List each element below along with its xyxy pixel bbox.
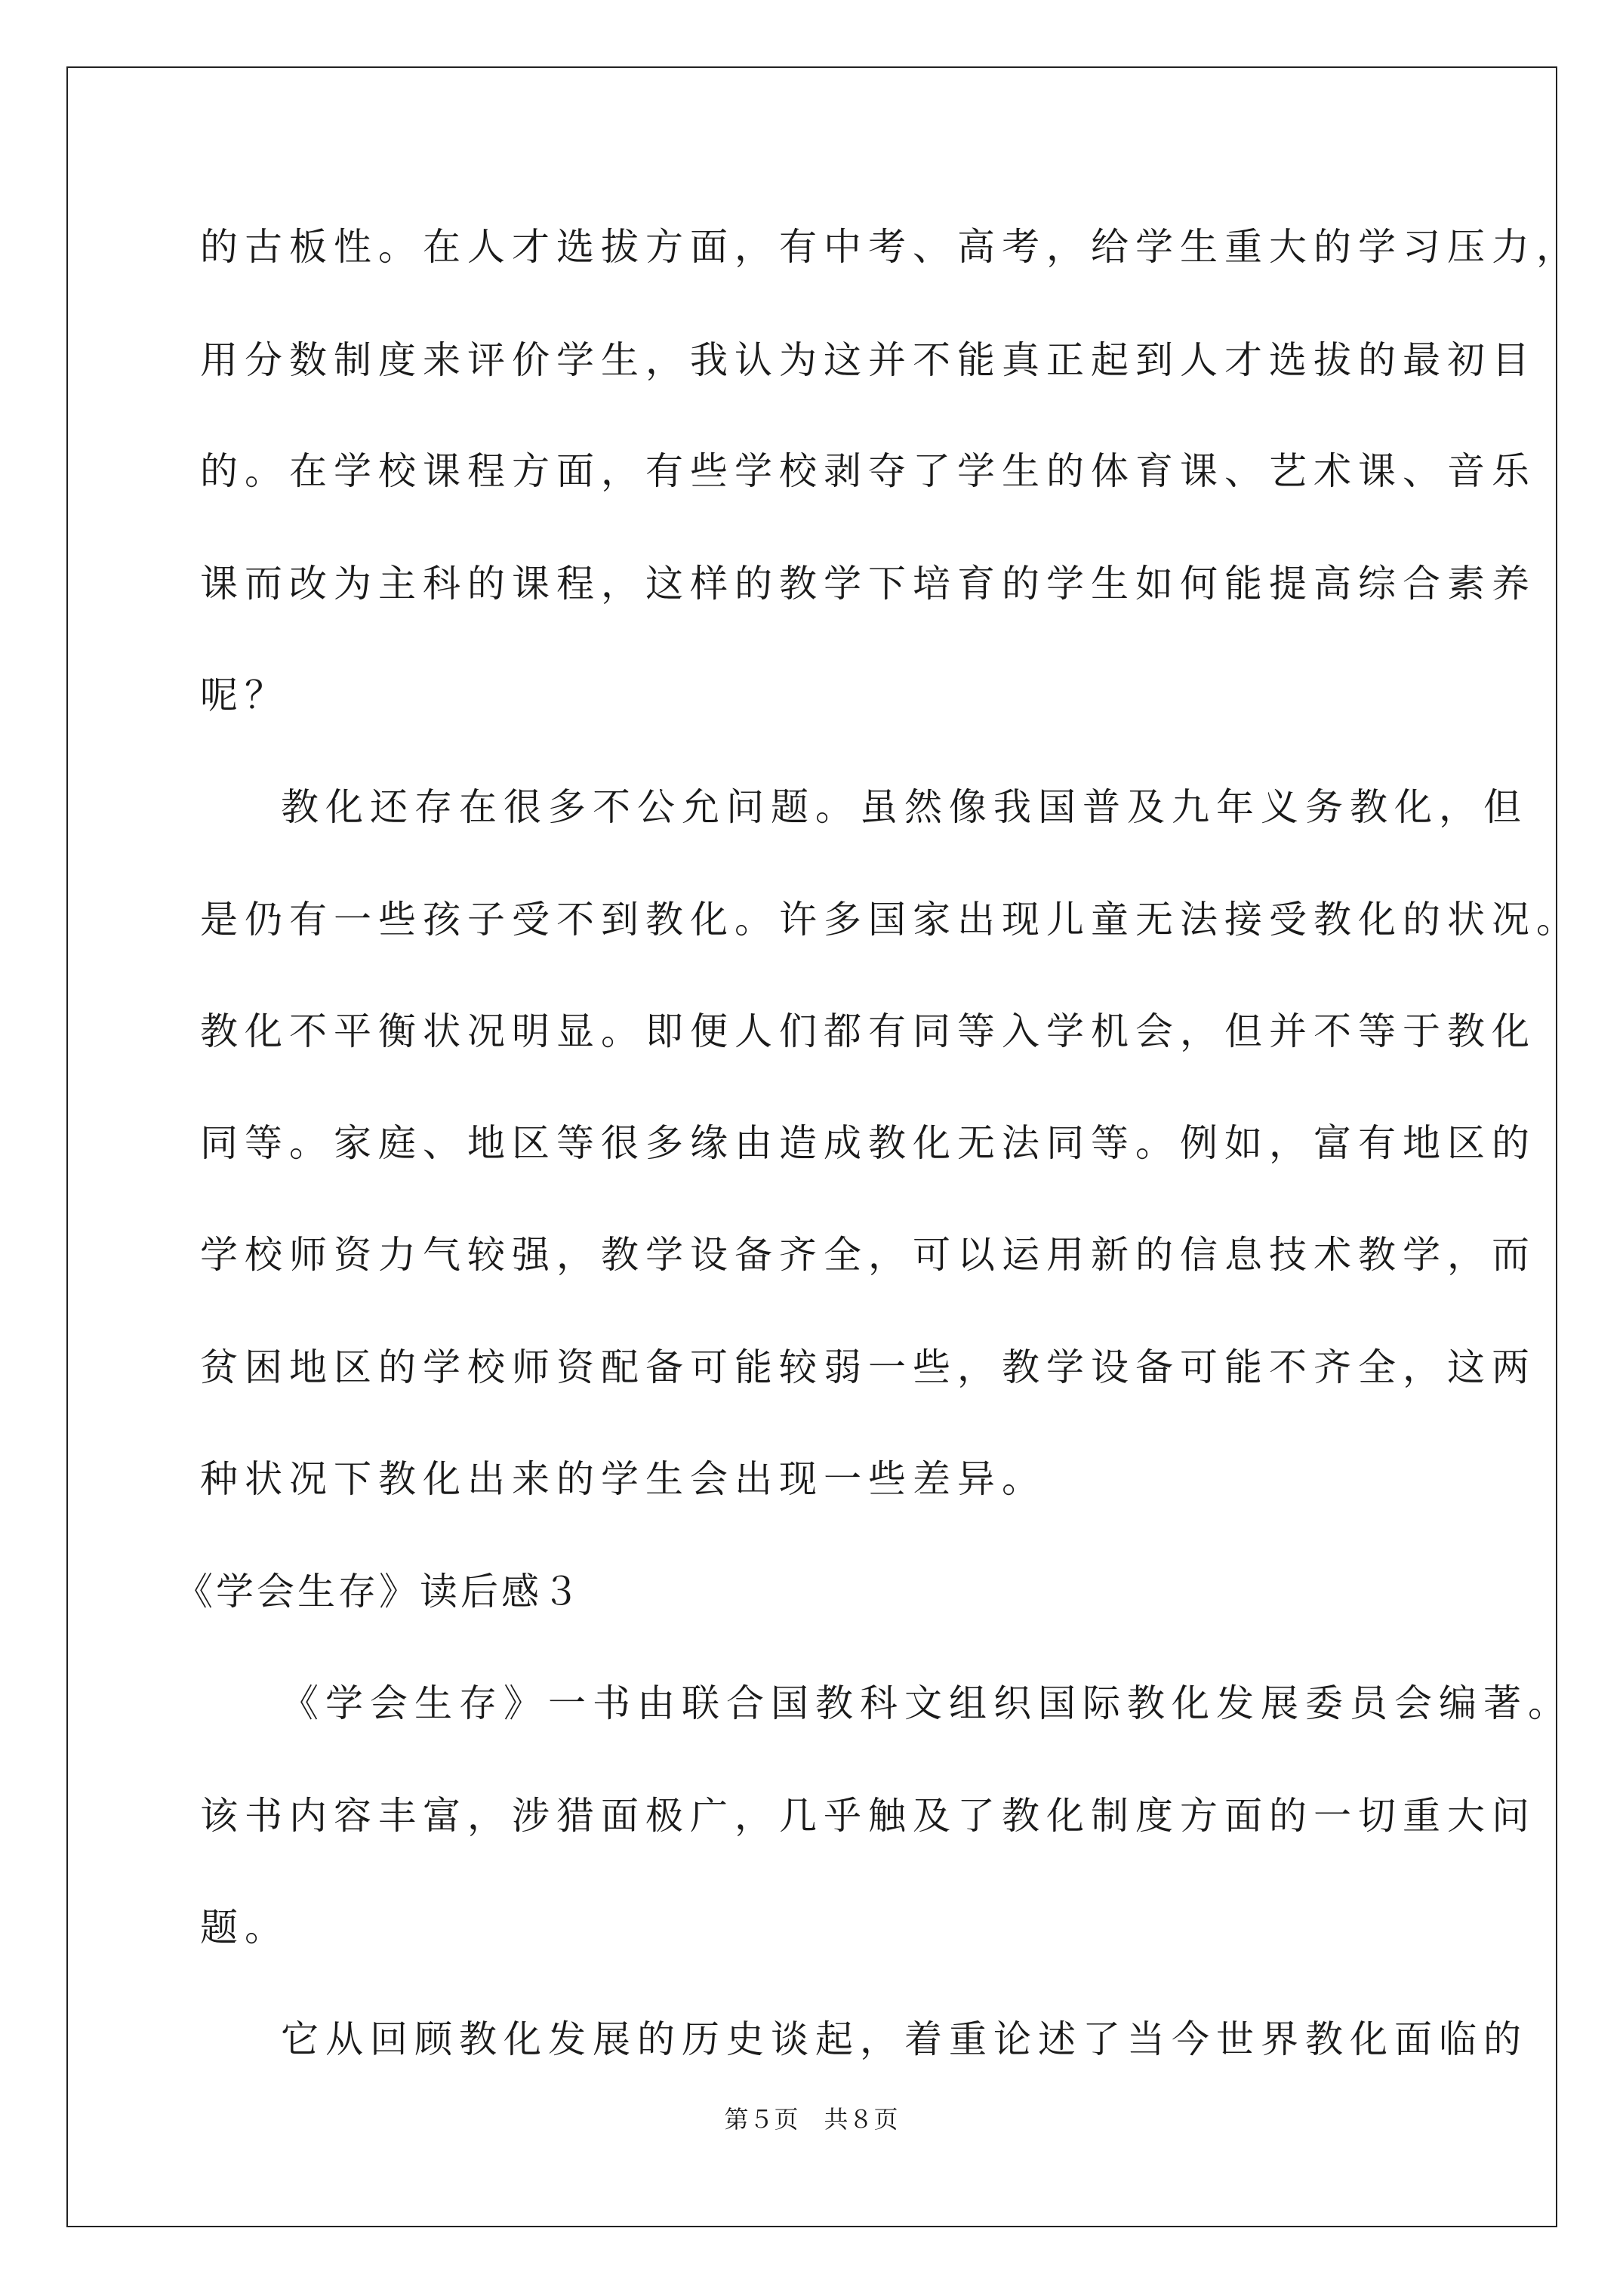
body-line: 教化不平衡状况明显。即便人们都有同等入学机会，但并不等于教化 xyxy=(200,1009,1536,1053)
body-line: 该书内容丰富，涉猎面极广，几乎触及了教化制度方面的一切重大问 xyxy=(200,1794,1536,1838)
body-line: 用分数制度来评价学生，我认为这并不能真正起到人才选拔的最初目 xyxy=(200,338,1536,382)
paragraph-first-line: 《学会生存》一书由联合国教科文组织国际教化发展委员会编著。 xyxy=(281,1681,1572,1725)
page-number: 第５页 共８页 xyxy=(724,2105,899,2134)
body-line: 的。在学校课程方面，有些学校剥夺了学生的体育课、艺术课、音乐 xyxy=(200,449,1536,493)
body-line: 贫困地区的学校师资配备可能较弱一些，教学设备可能不齐全，这两 xyxy=(200,1345,1536,1389)
body-line: 的古板性。在人才选拔方面，有中考、高考，给学生重大的学习压力， xyxy=(200,225,1581,269)
section-heading: 《学会生存》读后感３ xyxy=(175,1570,583,1613)
body-line: 是仍有一些孩子受不到教化。许多国家出现儿童无法接受教化的状况。 xyxy=(200,898,1581,942)
body-line: 呢？ xyxy=(200,673,289,717)
body-line: 课而改为主科的课程，这样的教学下培育的学生如何能提高综合素养 xyxy=(200,562,1536,606)
body-line: 种状况下教化出来的学生会出现一些差异。 xyxy=(200,1457,1046,1501)
body-line: 同等。家庭、地区等很多缘由造成教化无法同等。例如，富有地区的 xyxy=(200,1121,1536,1165)
body-line: 学校师资力气较强，教学设备齐全，可以运用新的信息技术教学，而 xyxy=(200,1233,1536,1277)
paragraph-first-line: 它从回顾教化发展的历史谈起，着重论述了当今世界教化面临的 xyxy=(281,2017,1528,2061)
body-line: 题。 xyxy=(200,1906,289,1949)
paragraph-first-line: 教化还存在很多不公允问题。虽然像我国普及九年义务教化，但 xyxy=(281,785,1528,829)
